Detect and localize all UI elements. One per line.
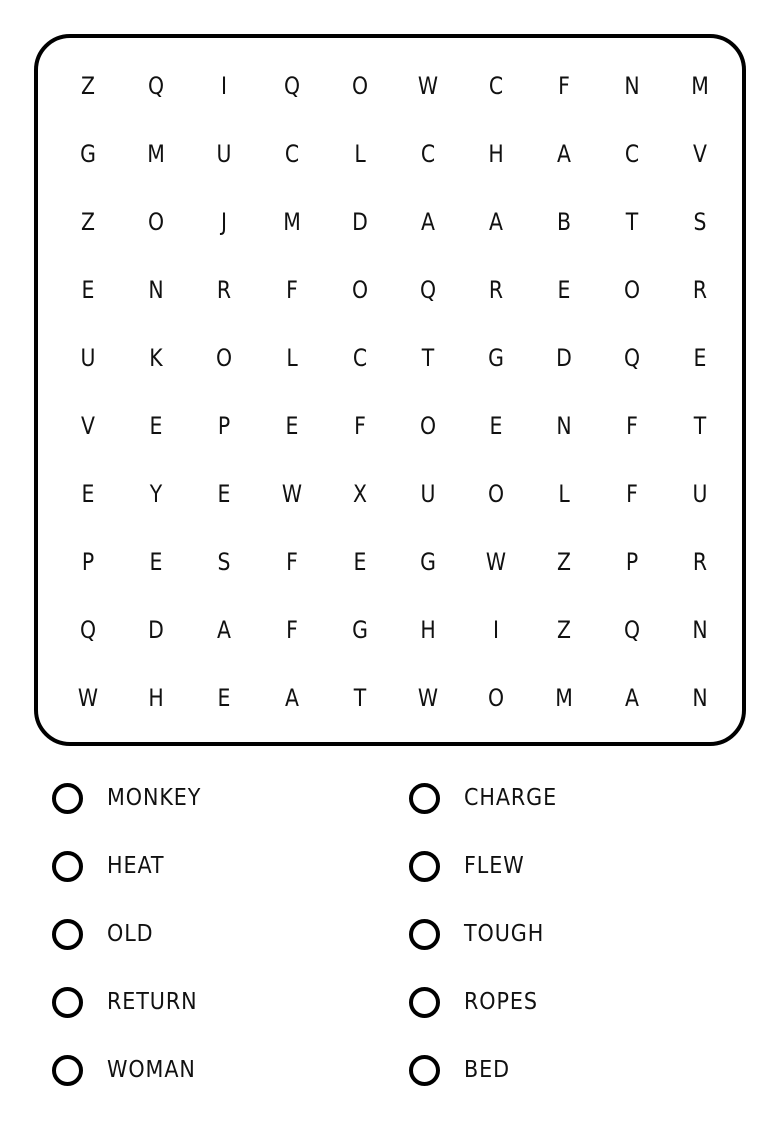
grid-cell[interactable]: A [625, 684, 639, 712]
grid-cell[interactable]: R [692, 548, 708, 576]
grid-cell[interactable]: R [692, 276, 708, 304]
grid-cell[interactable]: K [149, 344, 163, 372]
grid-cell[interactable]: M [283, 208, 301, 236]
grid-cell[interactable]: N [624, 72, 640, 100]
letter-grid [54, 52, 734, 732]
word-item [52, 764, 409, 832]
grid-cell[interactable]: P [81, 548, 95, 576]
grid-cell[interactable]: Q [147, 72, 165, 100]
grid-cell[interactable]: U [692, 480, 708, 508]
grid-cell[interactable]: A [421, 208, 435, 236]
grid-cell[interactable]: F [558, 72, 570, 100]
grid-cell[interactable]: F [286, 616, 298, 644]
grid-cell[interactable]: W [417, 72, 439, 100]
grid-cell[interactable]: E [353, 548, 367, 576]
grid-cell[interactable]: O [351, 72, 369, 100]
word-label: TOUGH [464, 921, 545, 947]
grid-cell[interactable]: P [217, 412, 231, 440]
word-label: MONKEY [107, 785, 202, 811]
grid-cell[interactable]: Y [149, 480, 163, 508]
checkbox-circle-icon[interactable] [409, 987, 440, 1018]
grid-cell[interactable]: Q [419, 276, 437, 304]
grid-cell[interactable]: L [354, 140, 366, 168]
grid-cell[interactable]: W [417, 684, 439, 712]
grid-cell[interactable]: T [625, 208, 639, 236]
grid-cell[interactable]: B [557, 208, 571, 236]
grid-cell[interactable]: C [624, 140, 640, 168]
grid-cell[interactable]: R [216, 276, 232, 304]
grid-cell[interactable]: E [285, 412, 299, 440]
checkbox-circle-icon[interactable] [52, 851, 83, 882]
grid-cell[interactable]: L [286, 344, 298, 372]
grid-cell[interactable]: F [354, 412, 366, 440]
word-label: HEAT [107, 853, 165, 879]
checkbox-circle-icon[interactable] [52, 1055, 83, 1086]
grid-cell[interactable]: O [215, 344, 233, 372]
checkbox-circle-icon[interactable] [409, 1055, 440, 1086]
checkbox-circle-icon[interactable] [409, 851, 440, 882]
grid-cell[interactable]: O [419, 412, 437, 440]
word-item [52, 968, 409, 1036]
grid-cell[interactable]: W [485, 548, 507, 576]
grid-cell[interactable]: E [217, 480, 231, 508]
word-item [409, 764, 732, 832]
grid-cell[interactable]: T [353, 684, 367, 712]
grid-cell[interactable]: N [692, 616, 708, 644]
word-label: BED [464, 1057, 510, 1083]
grid-cell[interactable]: E [149, 412, 163, 440]
grid-cell[interactable]: N [692, 684, 708, 712]
grid-cell[interactable]: Q [79, 616, 97, 644]
word-item [409, 900, 732, 968]
word-item [52, 900, 409, 968]
grid-cell[interactable]: A [557, 140, 571, 168]
grid-cell[interactable]: V [693, 140, 707, 168]
checkbox-circle-icon[interactable] [52, 987, 83, 1018]
word-item [409, 1036, 732, 1104]
grid-cell[interactable]: T [693, 412, 707, 440]
grid-cell[interactable]: F [286, 276, 298, 304]
grid-cell[interactable]: C [284, 140, 300, 168]
grid-cell[interactable]: L [558, 480, 570, 508]
grid-cell[interactable]: S [217, 548, 231, 576]
grid-cell[interactable]: E [489, 412, 503, 440]
grid-cell[interactable]: O [147, 208, 165, 236]
grid-cell[interactable]: A [285, 684, 299, 712]
grid-cell[interactable]: C [488, 72, 504, 100]
grid-cell[interactable]: W [281, 480, 303, 508]
grid-cell[interactable]: U [216, 140, 232, 168]
grid-cell[interactable]: M [147, 140, 165, 168]
grid-cell[interactable]: X [353, 480, 367, 508]
grid-cell[interactable]: O [487, 684, 505, 712]
word-item [52, 1036, 409, 1104]
word-label: RETURN [107, 989, 198, 1015]
checkbox-circle-icon[interactable] [409, 919, 440, 950]
word-item [409, 832, 732, 900]
grid-cell[interactable]: O [351, 276, 369, 304]
grid-cell[interactable]: Z [557, 548, 571, 576]
grid-cell[interactable]: Q [623, 616, 641, 644]
grid-cell[interactable]: O [623, 276, 641, 304]
word-item [409, 968, 732, 1036]
grid-cell[interactable]: D [352, 208, 368, 236]
grid-cell[interactable]: E [81, 276, 95, 304]
grid-cell[interactable]: E [693, 344, 707, 372]
grid-cell[interactable]: Q [623, 344, 641, 372]
grid-cell[interactable]: E [217, 684, 231, 712]
grid-cell[interactable]: J [220, 208, 228, 236]
checkbox-circle-icon[interactable] [52, 919, 83, 950]
grid-cell[interactable]: H [148, 684, 164, 712]
grid-cell[interactable]: C [420, 140, 436, 168]
grid-cell[interactable]: R [488, 276, 504, 304]
checkbox-circle-icon[interactable] [52, 783, 83, 814]
checkbox-circle-icon[interactable] [409, 783, 440, 814]
grid-cell[interactable]: W [77, 684, 99, 712]
grid-cell[interactable]: N [148, 276, 164, 304]
grid-cell[interactable]: U [80, 344, 96, 372]
grid-cell[interactable]: M [691, 72, 709, 100]
grid-cell[interactable]: Q [283, 72, 301, 100]
grid-cell[interactable]: D [556, 344, 572, 372]
grid-cell[interactable]: C [352, 344, 368, 372]
grid-cell[interactable]: E [149, 548, 163, 576]
grid-cell[interactable]: Z [557, 616, 571, 644]
grid-cell[interactable]: S [693, 208, 707, 236]
grid-cell[interactable]: G [80, 140, 96, 168]
grid-cell[interactable]: I [220, 72, 228, 100]
grid-cell[interactable]: M [555, 684, 573, 712]
grid-cell[interactable]: N [556, 412, 572, 440]
grid-cell[interactable]: P [625, 548, 639, 576]
grid-cell[interactable]: H [420, 616, 436, 644]
grid-cell[interactable]: I [492, 616, 500, 644]
grid-cell[interactable]: F [286, 548, 298, 576]
grid-cell[interactable]: G [488, 344, 504, 372]
grid-cell[interactable]: T [421, 344, 435, 372]
word-label: OLD [107, 921, 154, 947]
grid-cell[interactable]: G [420, 548, 436, 576]
grid-cell[interactable]: F [626, 480, 638, 508]
grid-cell[interactable]: O [487, 480, 505, 508]
word-label: FLEW [464, 853, 525, 879]
word-label: WOMAN [107, 1057, 196, 1083]
grid-cell[interactable]: E [81, 480, 95, 508]
word-list [52, 764, 732, 1104]
grid-cell[interactable]: A [489, 208, 503, 236]
grid-cell[interactable]: D [148, 616, 164, 644]
word-label: CHARGE [464, 785, 558, 811]
grid-cell[interactable]: E [557, 276, 571, 304]
grid-cell[interactable]: U [420, 480, 436, 508]
grid-cell[interactable]: Z [81, 208, 95, 236]
grid-cell[interactable]: Z [81, 72, 95, 100]
grid-cell[interactable]: G [352, 616, 368, 644]
grid-cell[interactable]: H [488, 140, 504, 168]
word-label: ROPES [464, 989, 538, 1015]
word-item [52, 832, 409, 900]
grid-cell[interactable]: F [626, 412, 638, 440]
grid-cell[interactable]: V [81, 412, 95, 440]
grid-cell[interactable]: A [217, 616, 231, 644]
